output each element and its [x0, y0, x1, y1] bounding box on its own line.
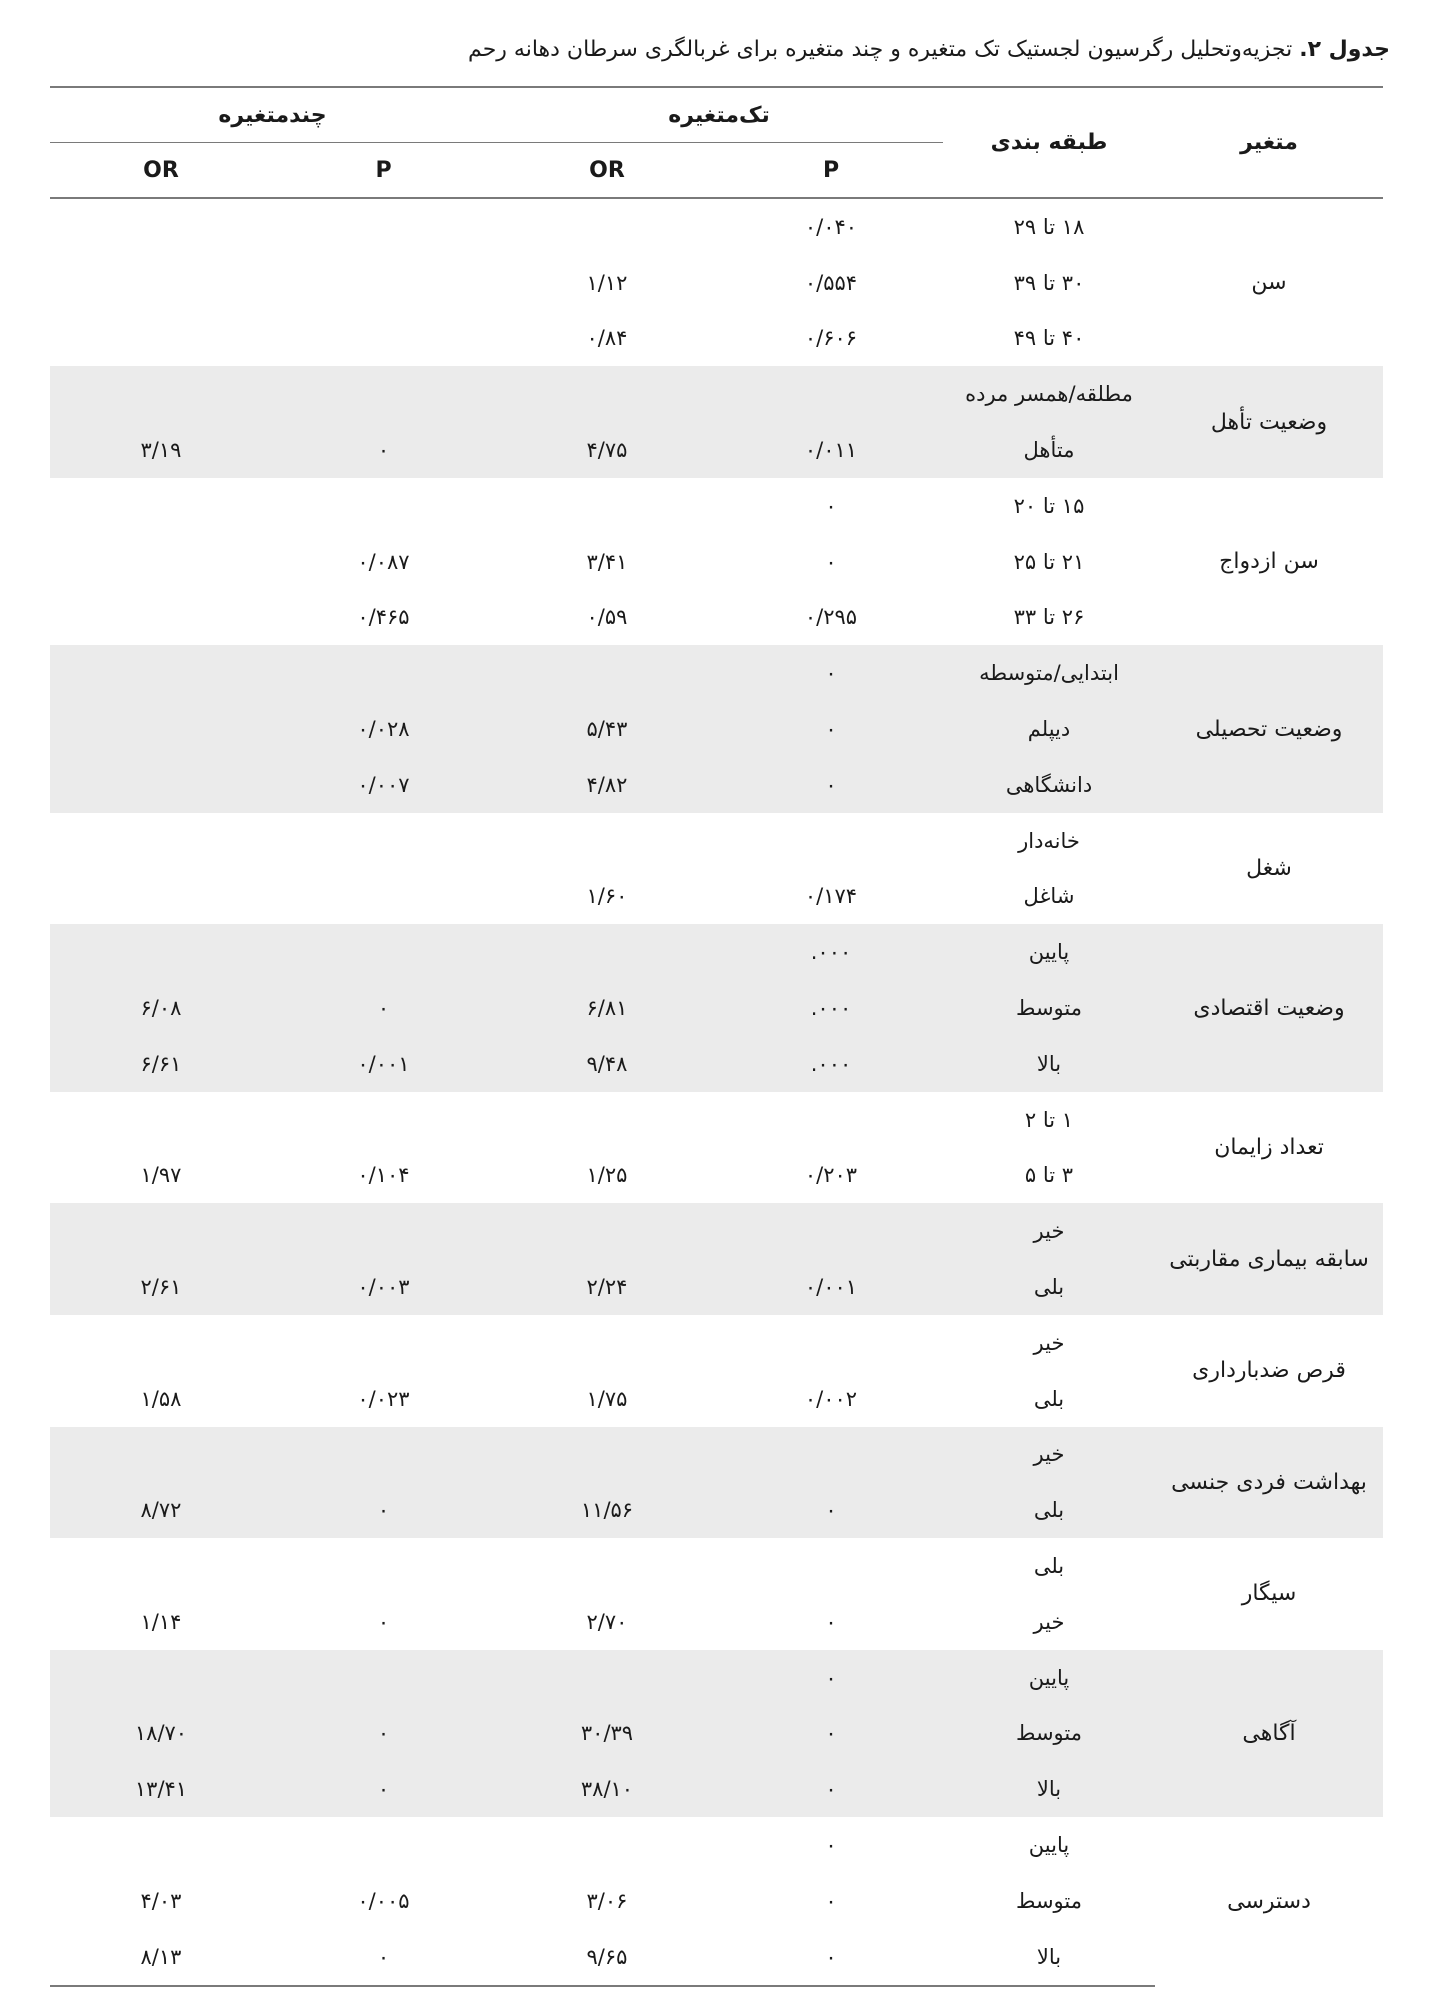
multivariate-p-cell: ۰/۴۶۵	[357, 605, 410, 630]
multivariate-or-cell: ۴/۰۳	[140, 1888, 182, 1913]
univariate-p-cell: ۰	[825, 493, 837, 518]
univariate-p-cell	[719, 813, 943, 869]
multivariate-p-cell: ۰/۰۲۸	[272, 701, 495, 757]
multivariate-p-cell	[272, 924, 495, 980]
multivariate-or-cell: ۸/۱۳	[50, 1929, 272, 1986]
univariate-p-cell	[719, 1538, 943, 1594]
category-cell: ۲۶ تا ۳۳	[1013, 605, 1085, 630]
multivariate-p-cell	[272, 478, 495, 534]
table-row	[50, 813, 1383, 869]
univariate-p-cell	[719, 1315, 943, 1371]
variable-cell: وضعیت اقتصادی	[1155, 924, 1383, 1091]
category-cell: دیپلم	[943, 701, 1155, 757]
multivariate-p-cell: ۰/۱۰۴	[357, 1163, 410, 1188]
multivariate-or-cell	[50, 645, 272, 701]
univariate-p-cell	[719, 1203, 943, 1259]
header-univariate: تک‌متغیره	[495, 87, 943, 143]
table-row	[50, 645, 1383, 701]
category-cell: شاغل	[1023, 884, 1075, 909]
univariate-or-cell: ۱/۶۰	[586, 884, 628, 909]
multivariate-p-cell	[272, 198, 495, 255]
multivariate-or-cell	[50, 924, 272, 980]
univariate-or-cell	[495, 1817, 719, 1873]
univariate-or-cell	[495, 1315, 719, 1371]
univariate-p-cell: ۰/۵۵۴	[804, 270, 858, 295]
multivariate-p-cell	[272, 1315, 495, 1371]
univariate-p-cell: ۰	[719, 1482, 943, 1538]
category-cell: بالا	[943, 1036, 1155, 1092]
multivariate-or-cell	[50, 869, 272, 925]
multivariate-p-cell	[272, 645, 495, 701]
univariate-or-cell: ۲/۷۰	[586, 1609, 628, 1634]
category-cell: خیر	[1033, 1609, 1065, 1634]
header-multivariate-or: OR	[143, 157, 179, 183]
category-cell: ۳ تا ۵	[1024, 1163, 1074, 1188]
univariate-or-cell	[495, 924, 719, 980]
multivariate-p-cell	[272, 1203, 495, 1259]
variable-cell: دسترسی	[1227, 1888, 1311, 1914]
variable-cell: سیگار	[1241, 1581, 1297, 1607]
multivariate-or-cell: ۶/۰۸	[50, 980, 272, 1036]
univariate-p-cell: ۰	[719, 757, 943, 813]
univariate-or-cell	[495, 645, 719, 701]
univariate-or-cell: ۱۱/۵۶	[495, 1482, 719, 1538]
header-variable: متغیر	[1240, 130, 1298, 155]
category-cell: دانشگاهی	[943, 757, 1155, 813]
variable-cell: شغل	[1246, 856, 1292, 882]
univariate-or-cell: ۵/۴۳	[495, 701, 719, 757]
univariate-p-cell: ۰	[825, 1609, 837, 1634]
univariate-or-cell	[495, 198, 719, 255]
category-cell: ۲۱ تا ۲۵	[1013, 549, 1085, 574]
multivariate-p-cell: ۰/۰۲۳	[357, 1386, 410, 1411]
univariate-p-cell: ۰۰۰.	[719, 924, 943, 980]
multivariate-or-cell	[50, 366, 272, 422]
univariate-p-cell: ۰	[825, 1888, 837, 1913]
table-row	[50, 366, 1383, 422]
table-row	[50, 924, 1383, 980]
univariate-p-cell: ۰/۶۰۶	[804, 326, 858, 351]
multivariate-or-cell	[50, 701, 272, 757]
univariate-p-cell: ۰/۰۴۰	[804, 214, 858, 239]
multivariate-or-cell	[50, 1427, 272, 1483]
variable-cell: وضعیت تأهل	[1155, 366, 1383, 478]
multivariate-p-cell: ۰	[272, 1761, 495, 1817]
category-cell: متوسط	[943, 980, 1155, 1036]
univariate-p-cell	[719, 1092, 943, 1148]
table-row	[50, 1650, 1383, 1706]
univariate-or-cell: ۱/۲۵	[586, 1163, 628, 1188]
category-cell: پایین	[943, 1650, 1155, 1706]
category-cell: ابتدایی/متوسطه	[943, 645, 1155, 701]
multivariate-p-cell: ۰/۰۰۷	[272, 757, 495, 813]
category-cell: خیر	[943, 1203, 1155, 1259]
multivariate-p-cell: ۰	[272, 422, 495, 478]
category-cell: بلی	[943, 1482, 1155, 1538]
univariate-p-cell: ۰/۲۹۵	[804, 605, 858, 630]
multivariate-p-cell	[272, 1427, 495, 1483]
regression-table	[50, 86, 1383, 1987]
multivariate-p-cell	[272, 1538, 495, 1594]
table-caption-label: جدول ۲.	[1299, 37, 1390, 62]
category-cell: خیر	[1033, 1330, 1065, 1355]
multivariate-p-cell	[272, 366, 495, 422]
univariate-or-cell	[495, 1427, 719, 1483]
category-cell: پایین	[943, 924, 1155, 980]
multivariate-p-cell	[272, 255, 495, 311]
univariate-or-cell: ۴/۸۲	[495, 757, 719, 813]
multivariate-or-cell	[50, 757, 272, 813]
multivariate-p-cell: ۰/۰۰۱	[272, 1036, 495, 1092]
univariate-or-cell	[495, 478, 719, 534]
multivariate-or-cell	[50, 1817, 272, 1873]
category-cell: متوسط	[943, 1706, 1155, 1762]
univariate-p-cell: ۰	[719, 701, 943, 757]
category-cell: متأهل	[943, 422, 1155, 478]
multivariate-p-cell	[272, 1092, 495, 1148]
category-cell: مطلقه/همسر مرده	[943, 366, 1155, 422]
multivariate-p-cell	[272, 311, 495, 367]
univariate-p-cell	[719, 366, 943, 422]
multivariate-or-cell	[50, 478, 272, 534]
multivariate-or-cell	[50, 1650, 272, 1706]
header-category: طبقه بندی	[990, 130, 1108, 155]
table-row	[50, 478, 1383, 534]
univariate-p-cell: ۰	[719, 1761, 943, 1817]
multivariate-or-cell: ۸/۷۲	[50, 1482, 272, 1538]
multivariate-or-cell: ۱۳/۴۱	[50, 1761, 272, 1817]
multivariate-or-cell: ۶/۶۱	[50, 1036, 272, 1092]
multivariate-or-cell	[50, 255, 272, 311]
multivariate-or-cell	[50, 311, 272, 367]
table-caption	[50, 30, 1390, 70]
multivariate-p-cell: ۰	[272, 1482, 495, 1538]
variable-cell: آگاهی	[1155, 1650, 1383, 1817]
multivariate-or-cell: ۱/۵۸	[140, 1386, 182, 1411]
header-univariate-or: OR	[589, 157, 625, 183]
multivariate-or-cell: ۲/۶۱	[50, 1259, 272, 1315]
univariate-p-cell: ۰	[825, 1833, 837, 1857]
category-cell: متوسط	[1016, 1888, 1082, 1913]
multivariate-p-cell: ۰	[377, 1609, 390, 1634]
univariate-p-cell	[719, 1427, 943, 1483]
category-cell: بلی	[943, 1259, 1155, 1315]
category-cell: بلی	[1033, 1386, 1065, 1411]
univariate-or-cell	[495, 1203, 719, 1259]
multivariate-or-cell: ۱۸/۷۰	[50, 1706, 272, 1762]
univariate-p-cell: ۰	[719, 1929, 943, 1986]
table-row	[50, 1203, 1383, 1259]
univariate-p-cell: ۰	[719, 1650, 943, 1706]
univariate-or-cell: ۳/۰۶	[586, 1888, 628, 1913]
category-cell: بالا	[943, 1929, 1155, 1986]
univariate-p-cell: ۰/۱۷۴	[804, 884, 858, 909]
univariate-or-cell: ۱/۱۲	[586, 270, 628, 295]
category-cell: ۱۸ تا ۲۹	[1013, 214, 1085, 239]
multivariate-p-cell: ۰	[272, 980, 495, 1036]
variable-cell: تعداد زایمان	[1214, 1135, 1324, 1161]
univariate-p-cell: ۰	[719, 1706, 943, 1762]
multivariate-p-cell	[272, 869, 495, 925]
variable-cell: سن	[1251, 270, 1287, 296]
table-row	[50, 1315, 1383, 1371]
table-row	[50, 198, 1383, 255]
category-cell: ۴۰ تا ۴۹	[1013, 326, 1085, 351]
variable-cell: وضعیت تحصیلی	[1155, 645, 1383, 812]
univariate-or-cell: ۰/۵۹	[586, 605, 628, 630]
variable-cell: قرص ضدبارداری	[1192, 1358, 1346, 1384]
multivariate-or-cell	[50, 1538, 272, 1594]
univariate-or-cell: ۳۰/۳۹	[495, 1706, 719, 1762]
univariate-p-cell: ۰/۰۰۱	[719, 1259, 943, 1315]
univariate-p-cell: ۰	[719, 645, 943, 701]
multivariate-or-cell	[50, 1315, 272, 1371]
multivariate-or-cell: ۱/۱۴	[140, 1609, 182, 1634]
category-cell: ۱ تا ۲	[1024, 1107, 1074, 1132]
multivariate-or-cell	[50, 1203, 272, 1259]
header-univariate-p: P	[822, 157, 840, 183]
category-cell: ۱۵ تا ۲۰	[1013, 493, 1085, 518]
multivariate-or-cell: ۱/۹۷	[140, 1163, 182, 1188]
multivariate-p-cell: ۰	[272, 1929, 495, 1986]
multivariate-p-cell: ۰	[272, 1706, 495, 1762]
univariate-p-cell: ۰/۰۱۱	[719, 422, 943, 478]
multivariate-p-cell	[272, 1650, 495, 1706]
variable-cell: سن ازدواج	[1219, 549, 1319, 575]
category-cell: بالا	[943, 1761, 1155, 1817]
univariate-or-cell	[495, 813, 719, 869]
univariate-or-cell: ۳/۴۱	[586, 549, 628, 574]
header-multivariate: چندمتغیره	[50, 87, 495, 143]
table-caption-text: تجزیه‌وتحلیل رگرسیون لجستیک تک متغیره و چند متغیره برای غربالگری سرطان دهانه رحم	[468, 37, 1300, 62]
category-cell: پایین	[1028, 1833, 1070, 1857]
univariate-or-cell	[495, 1538, 719, 1594]
table-row	[50, 1538, 1383, 1594]
multivariate-p-cell	[272, 813, 495, 869]
univariate-p-cell: ۰/۲۰۳	[804, 1163, 858, 1188]
multivariate-or-cell	[50, 198, 272, 255]
multivariate-p-cell: ۰/۰۰۳	[272, 1259, 495, 1315]
univariate-or-cell: ۲/۲۴	[495, 1259, 719, 1315]
multivariate-or-cell	[50, 1092, 272, 1148]
multivariate-or-cell	[50, 534, 272, 590]
univariate-p-cell: ۰۰۰.	[719, 1036, 943, 1092]
multivariate-or-cell	[50, 813, 272, 869]
table-body	[50, 198, 1383, 1986]
header-multivariate-p: P	[375, 157, 392, 183]
variable-cell: بهداشت فردی جنسی	[1155, 1427, 1383, 1539]
category-cell: خانه‌دار	[1018, 828, 1080, 853]
multivariate-p-cell: ۰/۰۸۷	[357, 549, 410, 574]
univariate-or-cell: ۴/۷۵	[495, 422, 719, 478]
category-cell: بلی	[1033, 1554, 1065, 1579]
univariate-p-cell: ۰	[825, 549, 837, 574]
multivariate-or-cell	[50, 590, 272, 646]
table-header	[50, 87, 1383, 198]
multivariate-p-cell	[272, 1817, 495, 1873]
univariate-or-cell: ۰/۸۴	[586, 326, 628, 351]
univariate-or-cell	[495, 366, 719, 422]
multivariate-p-cell: ۰/۰۰۵	[357, 1888, 410, 1913]
category-cell: ۳۰ تا ۳۹	[1013, 270, 1085, 295]
univariate-or-cell: ۹/۶۵	[495, 1929, 719, 1986]
univariate-or-cell	[495, 1650, 719, 1706]
univariate-or-cell: ۶/۸۱	[495, 980, 719, 1036]
univariate-or-cell: ۳۸/۱۰	[495, 1761, 719, 1817]
table-row	[50, 1092, 1383, 1148]
univariate-p-cell: ۰/۰۰۲	[804, 1386, 858, 1411]
univariate-or-cell	[495, 1092, 719, 1148]
multivariate-or-cell: ۳/۱۹	[50, 422, 272, 478]
table-row	[50, 1817, 1383, 1873]
univariate-or-cell: ۱/۷۵	[586, 1386, 628, 1411]
table-row	[50, 1427, 1383, 1483]
category-cell: خیر	[943, 1427, 1155, 1483]
variable-cell: سابقه بیماری مقاربتی	[1155, 1203, 1383, 1315]
univariate-or-cell: ۹/۴۸	[495, 1036, 719, 1092]
univariate-p-cell: ۰۰۰.	[719, 980, 943, 1036]
